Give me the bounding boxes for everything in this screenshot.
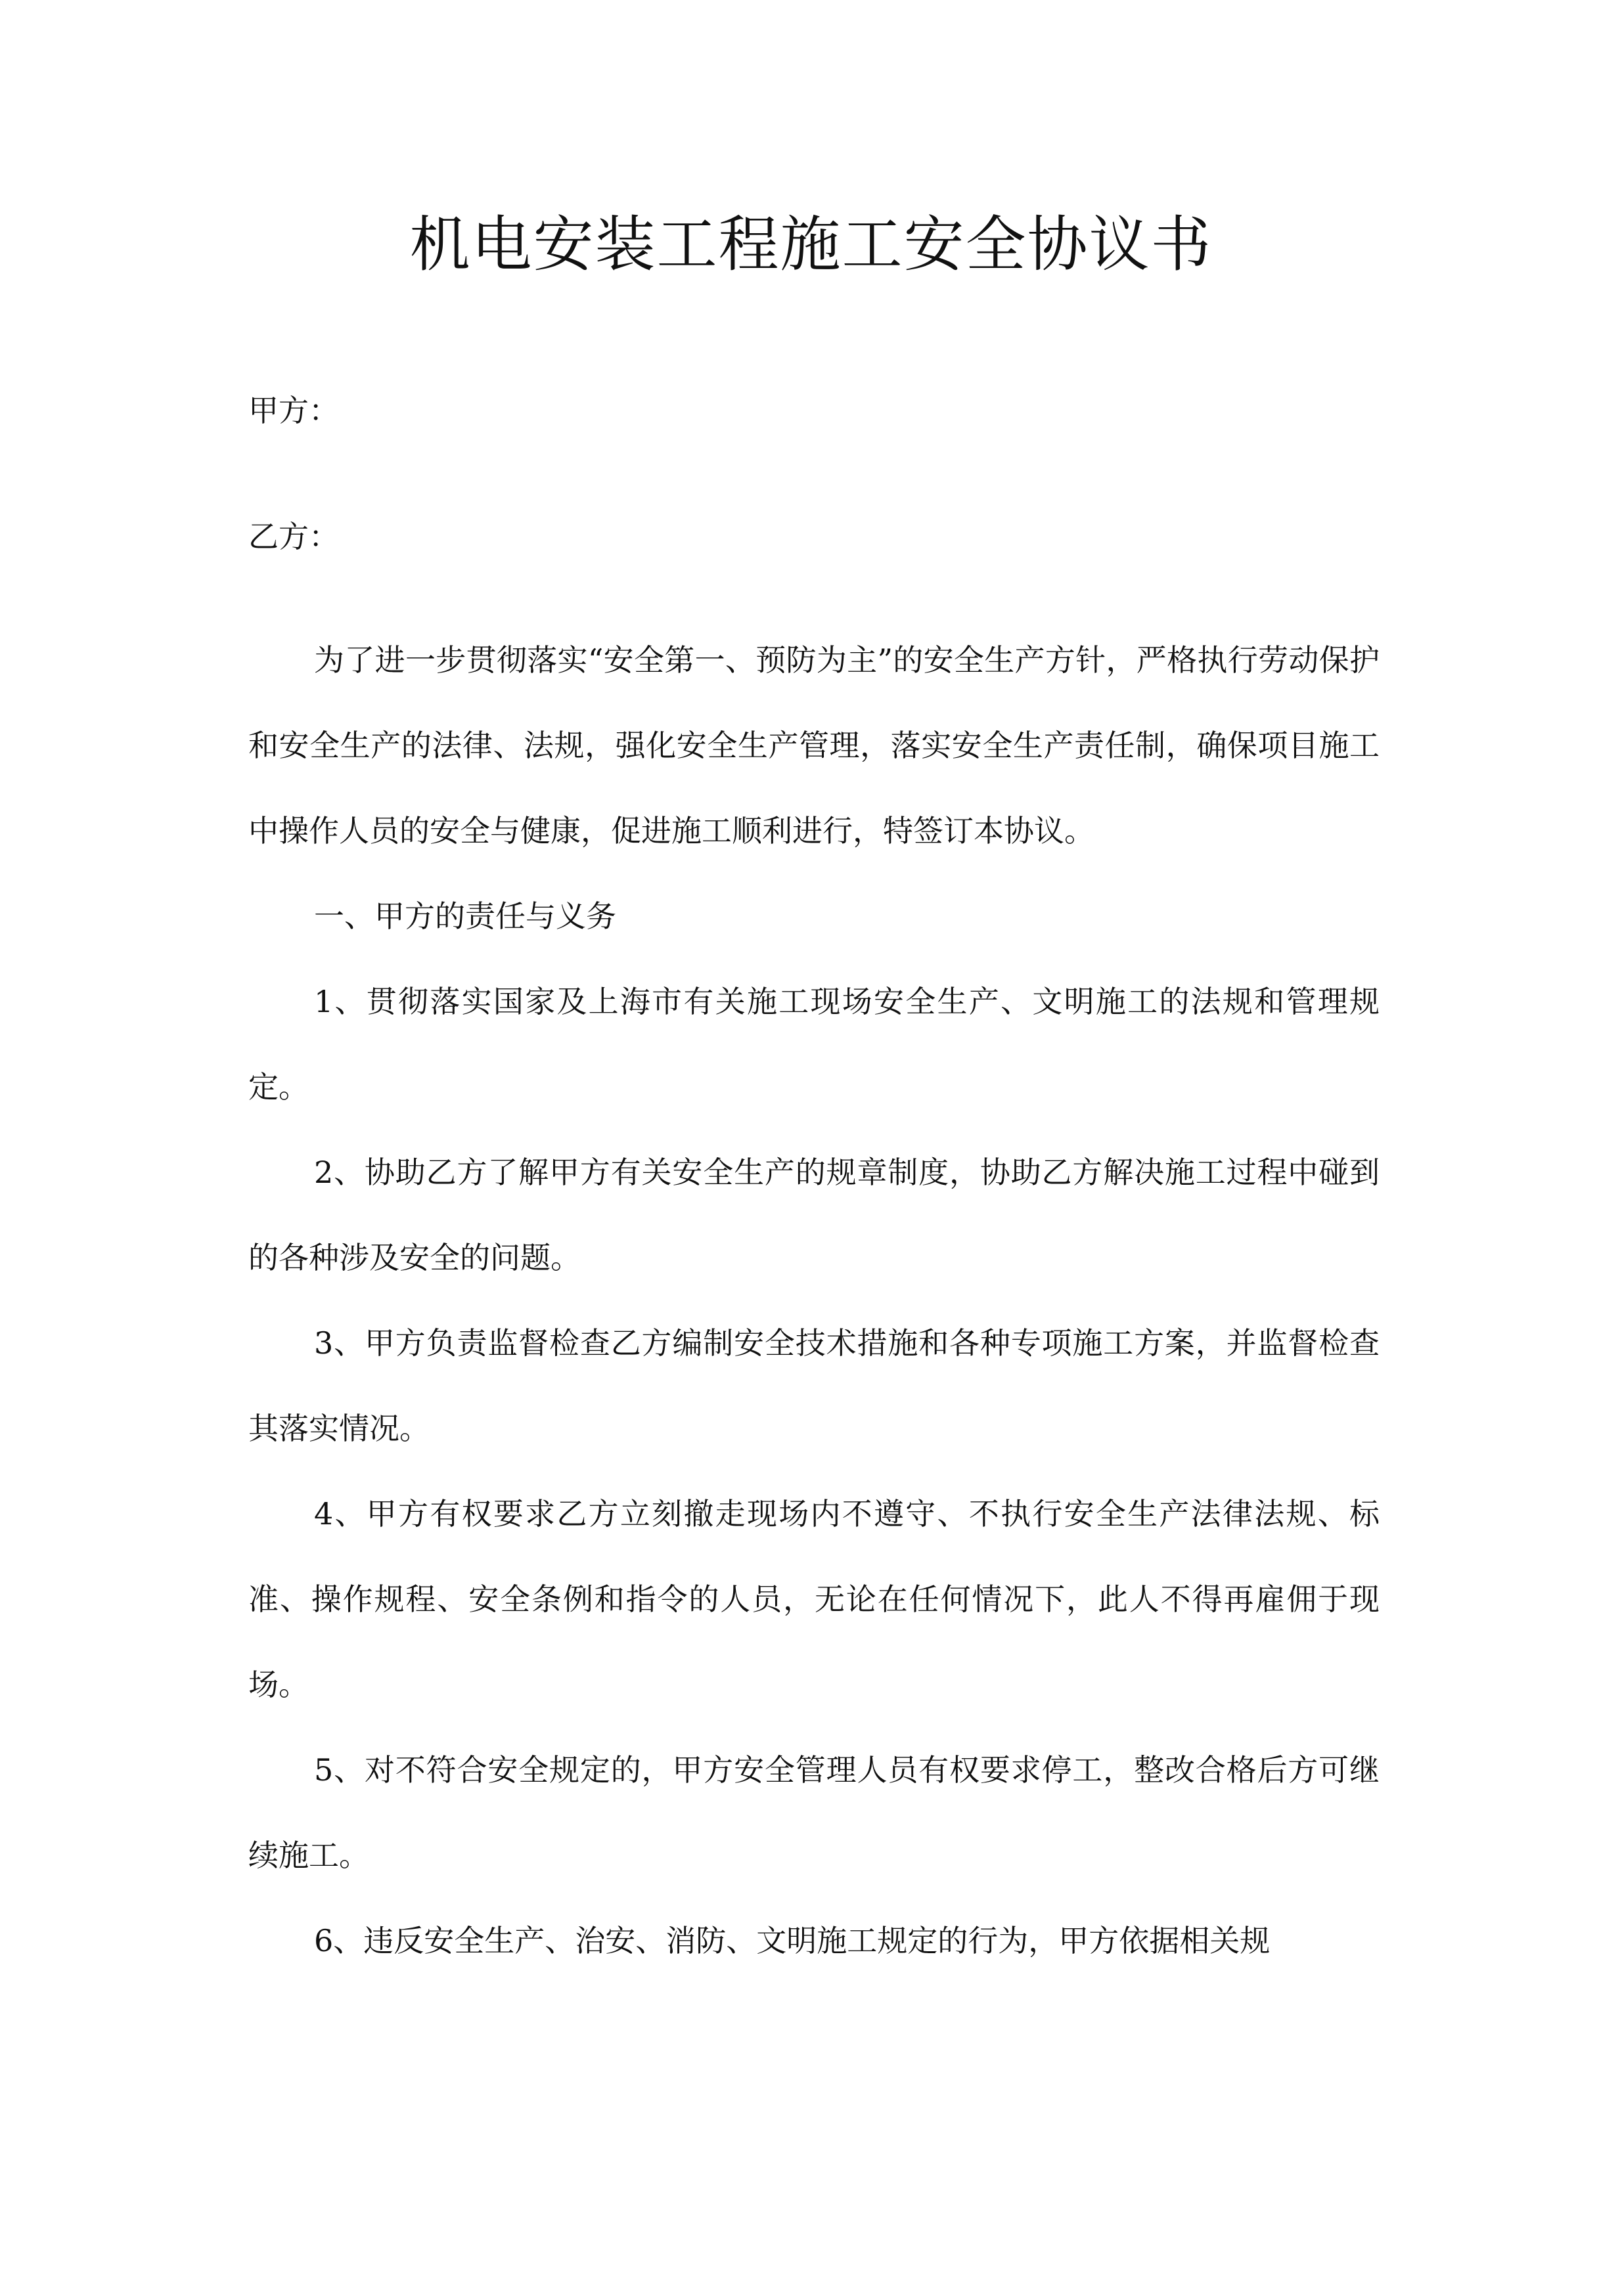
section-heading-party-a-duties: 一、甲方的责任与义务 [314, 898, 616, 934]
clause-4: 4、甲方有权要求乙方立刻撤走现场内不遵守、不执行安全生产法律法规、标准、操作规程、安全条例和指令的人员，无论在任何情况下，此人不得再雇佣于现场。 [248, 1496, 1380, 1702]
clause-3: 3、甲方负责监督检查乙方编制安全技术措施和各种专项施工方案，并监督检查其落实情况。 [248, 1325, 1380, 1446]
clause-1: 1、贯彻落实国家及上海市有关施工现场安全生产、文明施工的法规和管理规定。 [248, 984, 1380, 1105]
paragraph-intro: 为了进一步贯彻落实“安全第一、预防为主”的安全生产方针，严格执行劳动保护和安全生产的法律、法规，强化安全生产管理，落实安全生产责任制，确保项目施工中操作人员的安全与健康，促进施工顺利进行，特签订本协议。 [248, 642, 1380, 849]
clause-6: 6、违反安全生产、治安、消防、文明施工规定的行为，甲方依据相关规 [314, 1923, 1271, 1958]
clause-2: 2、协助乙方了解甲方有关安全生产的规章制度，协助乙方解决施工过程中碰到的各种涉及安全的问题。 [248, 1155, 1380, 1275]
party-b-label: 乙方： [248, 519, 339, 554]
party-a-label: 甲方： [248, 393, 339, 428]
document-body [248, 617, 1380, 1983]
clause-5: 5、对不符合安全规定的，甲方安全管理人员有权要求停工，整改合格后方可继续施工。 [248, 1752, 1380, 1873]
document-title: 机电安装工程施工安全协议书 [409, 210, 1213, 280]
